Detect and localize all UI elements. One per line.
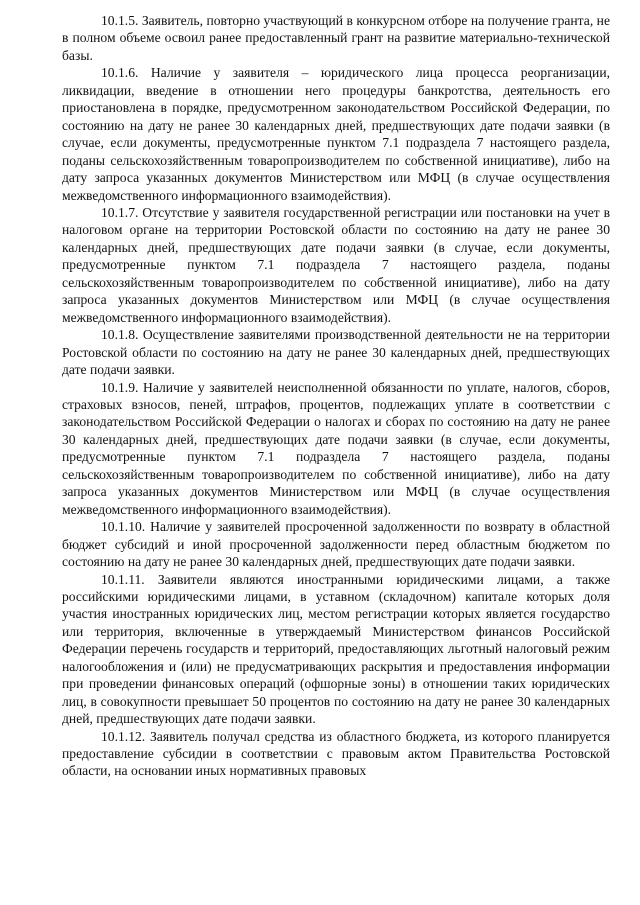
paragraph-10-1-5: 10.1.5. Заявитель, повторно участвующий в конкурсном отборе на получение гранта, не в полном объеме освоил ранее предоставленный грант на развитие материально-технической базы. [62,13,610,63]
document-page [62,12,610,780]
paragraph-10-1-7: 10.1.7. Отсутствие у заявителя государственной регистрации или постановки на учет в налоговом органе на территории Ростовской области по состоянию на дату не ранее 30 календарных дней, предшествующих дате подачи заявки (в случае, если документы, предусмотренные пунктом 7.1 подраздела 7 настоящего раздела, поданы сельскохозяйственным товаропроизводителем по собственной инициативе), либо на дату запроса указанных документов Министерством или МФЦ (в случае осуществления межведомственного информационного взаимодействия). [62,204,610,325]
paragraph-10-1-11: 10.1.11. Заявители являются иностранными юридическими лицами, а также российскими юридическими лицами, в уставном (складочном) капитале которых доля участия иностранных юридических лиц, местом регистрации которых является государство или территория, включенные в утверждаемый Министерством финансов Российской Федерации перечень государств и территорий, предоставляющих льготный налоговый режим налогообложения и (или) не предусматривающих раскрытия и предоставления информации при проведении финансовых операций (офшорные зоны) в отношении таких юридических лиц, в совокупности превышает 50 процентов по состоянию на дату не ранее 30 календарных дней, предшествующих дате подачи заявки. [62,571,610,727]
paragraph-10-1-6: 10.1.6. Наличие у заявителя – юридического лица процесса реорганизации, ликвидации, введение в отношении него процедуры банкротства, деятельность его приостановлена в порядке, предусмотренном законодательством Российской Федерации, по состоянию на дату не ранее 30 календарных дней, предшествующих дате подачи заявки (в случае, если документы, предусмотренные пунктом 7.1 подраздела 7 настоящего раздела, поданы сельскохозяйственным товаропроизводителем по собственной инициативе), либо на дату запроса указанных документов Министерством или МФЦ (в случае осуществления межведомственного информационного взаимодействия). [62,65,610,203]
paragraph-10-1-12: 10.1.12. Заявитель получал средства из областного бюджета, из которого планируется предоставление субсидии в соответствии с правовым актом Правительства Ростовской области, на основании иных нормативных правовых [62,728,610,779]
paragraph-10-1-10: 10.1.10. Наличие у заявителей просроченной задолженности по возврату в областной бюджет субсидий и иной просроченной задолженности перед областным бюджетом по состоянию на дату не ранее 30 календарных дней, предшествующих дате подачи заявки. [62,519,610,570]
paragraph-10-1-8: 10.1.8. Осуществление заявителями производственной деятельности не на территории Ростовской области по состоянию на дату не ранее 30 календарных дней, предшествующих дате подачи заявки. [62,327,610,378]
paragraph-10-1-9: 10.1.9. Наличие у заявителей неисполненной обязанности по уплате, налогов, сборов, страховых взносов, пеней, штрафов, процентов, подлежащих уплате в соответствии с законодательством Российской Федерации о налогах и сборах по состоянию на дату не ранее 30 календарных дней, предшествующих дате подачи заявки (в случае, если документы, предусмотренные пунктом 7.1 подраздела 7 настоящего раздела, поданы сельскохозяйственным товаропроизводителем по собственной инициативе), либо на дату запроса указанных документов Министерством или МФЦ (в случае осуществления межведомственного информационного взаимодействия). [62,379,610,517]
